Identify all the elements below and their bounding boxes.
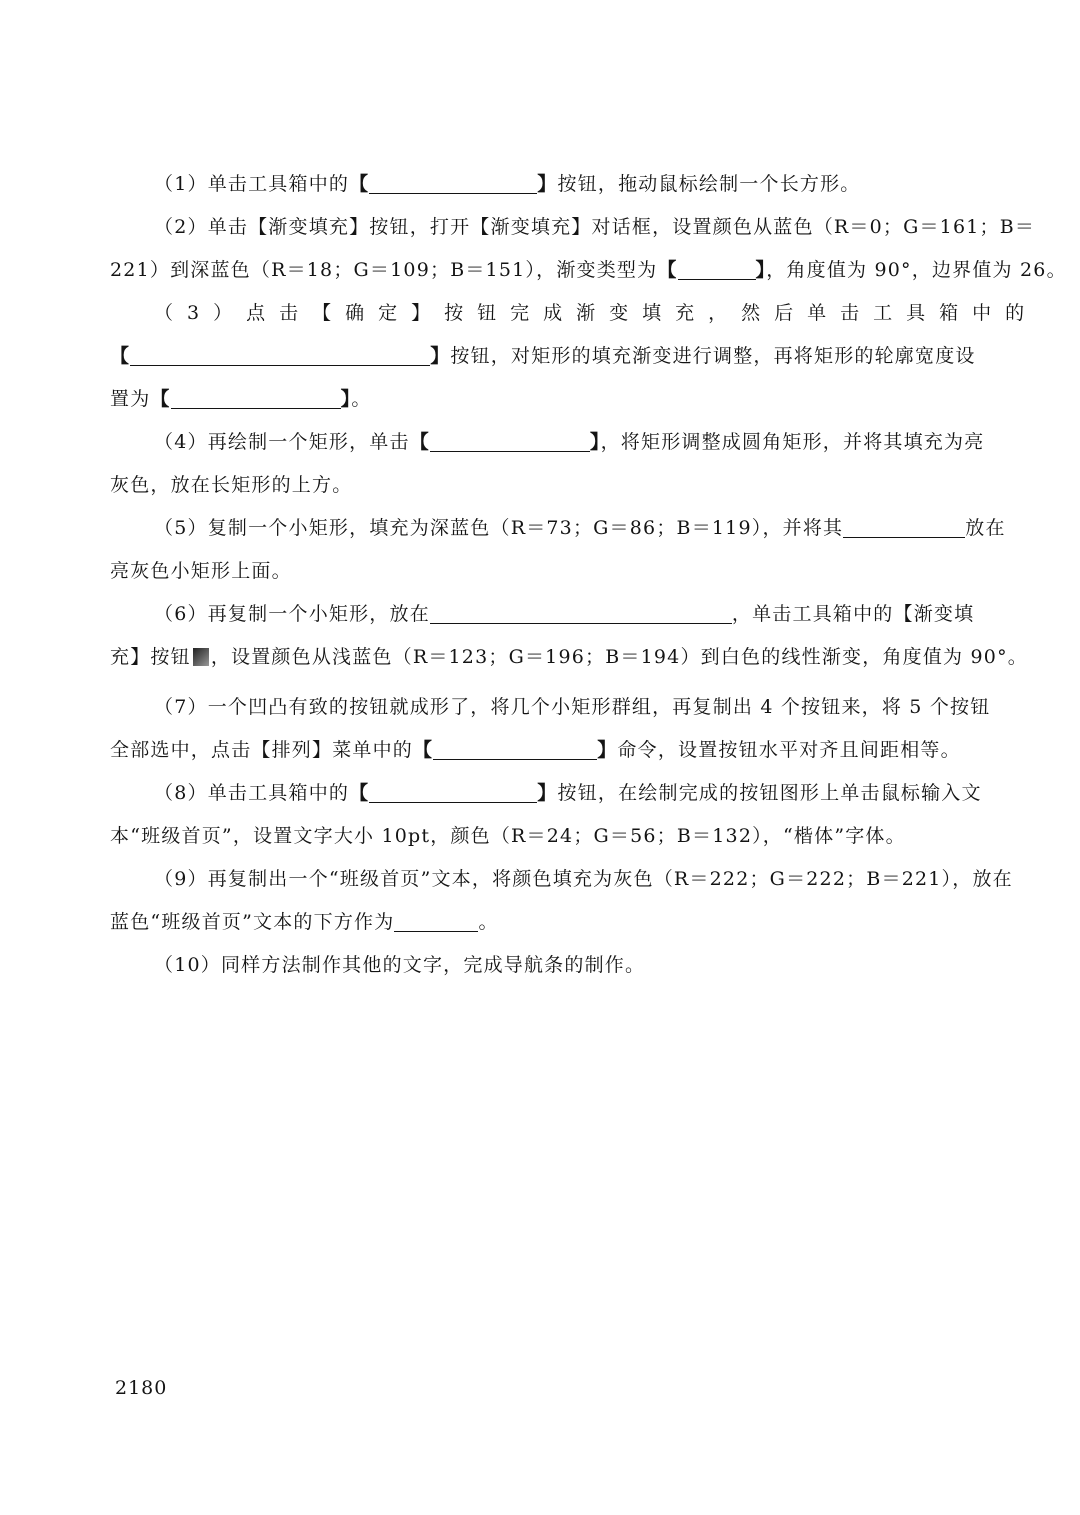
answer-blank[interactable] (430, 601, 732, 624)
step-9: （9）再复制出一个“班级首页”文本，将颜色填充为灰色（R＝222；G＝222；B＝221），放在 蓝色“班级首页”文本的下方作为 。 (110, 868, 1013, 933)
step-6: （6）再复制一个小矩形，放在 ，单击工具箱中的【渐变填 充】按钮 ，设置颜色从浅蓝色（R＝123；G＝196；B＝194）到白色的线性渐变，角度值为 90°。 (110, 603, 1028, 668)
step-1: （1）单击工具箱中的【 】按钮，拖动鼠标绘制一个长方形。 (154, 173, 861, 195)
step-3: （3）点击【确定】按钮完成渐变填充，然后单击工具箱中的 【 】按钮，对矩形的填充渐变进行调整，再将矩形的轮廓宽度设 置为【 】。 (110, 302, 1039, 410)
step-4: （4）再绘制一个矩形，单击【 】，将矩形调整成圆角矩形，并将其填充为亮 灰色，放在长矩形的上方。 (110, 431, 985, 496)
gradient-fill-icon (193, 648, 209, 666)
answer-blank[interactable] (369, 780, 537, 803)
step-8: （8）单击工具箱中的【 】按钮，在绘制完成的按钮图形上单击鼠标输入文 本“班级首页”，设置文字大小 10pt，颜色（R＝24；G＝56；B＝132），“楷体”字体。 (110, 782, 982, 847)
answer-blank[interactable] (430, 429, 590, 452)
answer-blank[interactable] (369, 171, 537, 194)
page-number: 2180 (115, 1377, 168, 1399)
answer-blank[interactable] (678, 257, 756, 280)
step-7: （7）一个凹凸有致的按钮就成形了，将几个小矩形群组，再复制出 4 个按钮来，将 5 个按钮 全部选中，点击【排列】菜单中的【 】命令，设置按钮水平对齐且间距相等。 (110, 696, 991, 761)
step-10: （10）同样方法制作其他的文字，完成导航条的制作。 (154, 954, 646, 976)
step-2: （2）单击【渐变填充】按钮，打开【渐变填充】对话框，设置颜色从蓝色（R＝0；G＝161；B＝ 221）到深蓝色（R＝18；G＝109；B＝151），渐变类型为【 】，角度值为 90°，边界值为 26。 (110, 216, 1067, 281)
answer-blank[interactable] (433, 737, 597, 760)
answer-blank[interactable] (171, 386, 341, 409)
answer-blank[interactable] (843, 515, 965, 538)
answer-blank[interactable] (394, 909, 478, 932)
answer-blank[interactable] (130, 343, 430, 366)
step-5: （5）复制一个小矩形，填充为深蓝色（R＝73；G＝86；B＝119），并将其 放在 亮灰色小矩形上面。 (110, 517, 1006, 582)
